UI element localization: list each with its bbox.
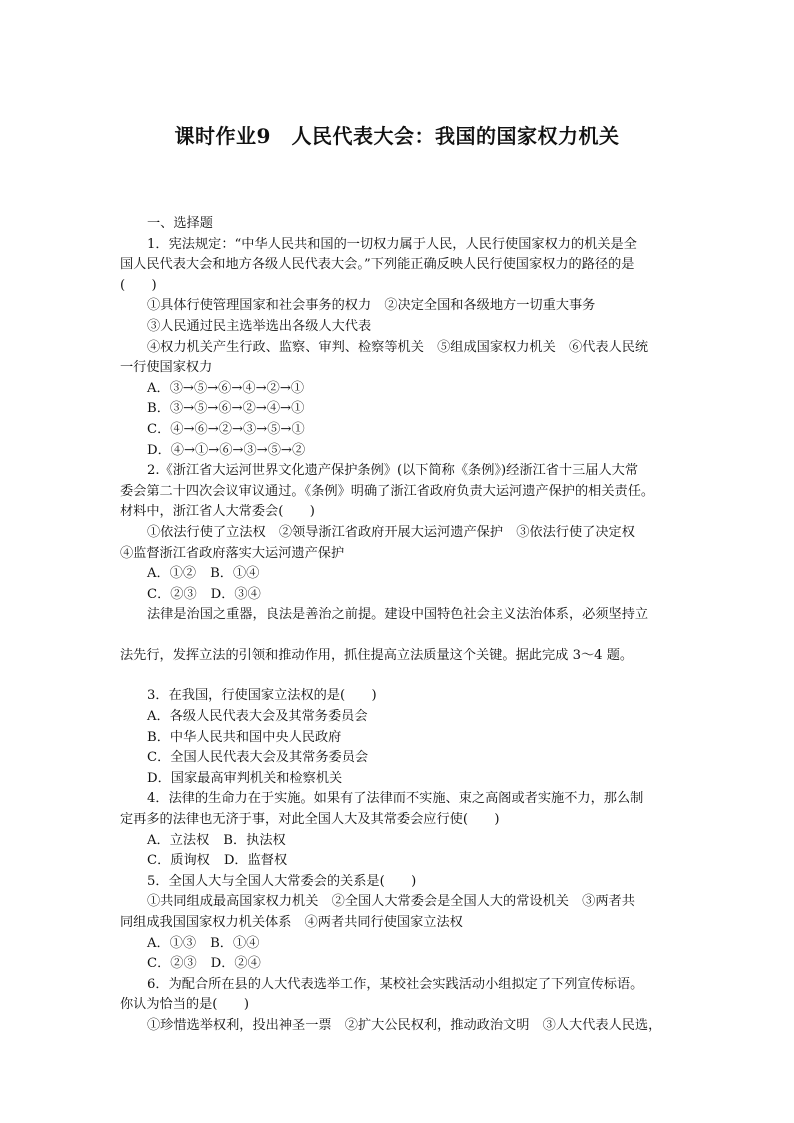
question-2-stem: 材料中，浙江省人大常委会( ) bbox=[120, 504, 315, 520]
question-3-option-a: A．各级人民代表大会及其常务委员会 bbox=[147, 709, 368, 725]
question-4-stem: 4．法律的生命力在于实施。如果有了法律而不实施、束之高阁或者实施不力，那么制 bbox=[147, 791, 644, 807]
question-6-stem: 你认为恰当的是( ) bbox=[120, 997, 249, 1013]
question-1-option-a: A．③→⑤→⑥→④→②→① bbox=[147, 380, 305, 396]
question-4-option-b: B．执法权 bbox=[223, 832, 286, 848]
question-2-item: ④监督浙江省政府落实大运河遗产保护 bbox=[120, 545, 345, 561]
question-6-item: ①珍惜选举权利，投出神圣一票 ②扩大公民权利，推动政治文明 ③人大代表人民选， bbox=[147, 1017, 662, 1033]
section-heading: 一、选择题 bbox=[147, 216, 213, 231]
question-5-options-row bbox=[120, 934, 680, 955]
question-4-options-row bbox=[120, 851, 680, 872]
question-3-stem: 3．在我国，行使国家立法权的是( ) bbox=[147, 688, 377, 704]
question-5-option-d: D．②④ bbox=[210, 956, 261, 972]
question-5-option-c: C．②③ bbox=[147, 956, 197, 972]
question-2-options-row bbox=[120, 585, 680, 606]
question-2-option-b: B．①④ bbox=[210, 566, 260, 582]
question-1-item: ③人民通过民主选举选出各级人大代表 bbox=[147, 318, 372, 334]
question-4-option-a: A．立法权 bbox=[147, 832, 210, 848]
question-1-item: ①具体行使管理国家和社会事务的权力 ②决定全国和各级地方一切重大事务 bbox=[147, 298, 596, 314]
question-1-item: ④权力机关产生行政、监察、审判、检察等机关 ⑤组成国家权力机关 ⑥代表人民统 bbox=[147, 339, 649, 355]
question-6-stem: 6．为配合所在县的人大代表选举工作，某校社会实践活动小组拟定了下列宣传标语。 bbox=[147, 976, 644, 992]
question-5-item: 同组成我国国家权力机关体系 ④两者共同行使国家立法权 bbox=[120, 915, 463, 930]
question-5-option-b: B．①④ bbox=[210, 935, 260, 951]
question-5-options-row bbox=[120, 954, 680, 975]
question-3-option-d: D．国家最高审判机关和检察机关 bbox=[147, 770, 343, 786]
question-1-option-c: C．④→⑥→②→③→⑤→① bbox=[147, 421, 305, 437]
question-1-stem: 1．宪法规定：“中华人民共和国的一切权力属于人民，人民行使国家权力的机关是全 bbox=[147, 236, 637, 252]
question-2-stem: 委会第二十四次会议审议通过。《条例》明确了浙江省政府负责大运河遗产保护的相关责任。 bbox=[120, 483, 655, 499]
question-4-option-d: D．监督权 bbox=[223, 853, 288, 869]
question-3-option-c: C．全国人民代表大会及其常务委员会 bbox=[147, 750, 369, 766]
question-1-item: 一行使国家权力 bbox=[120, 360, 213, 376]
material-text: 法律是治国之重器，良法是善治之前提。建设中国特色社会主义法治体系，必须坚持立 bbox=[147, 607, 649, 623]
question-5-option-a: A．①③ bbox=[147, 935, 197, 951]
question-5-item: ①共同组成最高国家权力机关 ②全国人大常委会是全国人大的常设机关 ③两者共 bbox=[147, 894, 635, 910]
question-5-stem: 5．全国人大与全国人大常委会的关系是( ) bbox=[147, 873, 417, 889]
question-4-option-c: C．质询权 bbox=[147, 853, 210, 869]
question-1-option-b: B．③→⑤→⑥→②→④→① bbox=[147, 401, 305, 417]
question-2-option-d: D．③④ bbox=[210, 586, 261, 602]
question-1-stem: ( ) bbox=[120, 277, 157, 293]
question-1-stem: 国人民代表大会和地方各级人民代表大会。”下列能正确反映人民行使国家权力的路径的是 bbox=[120, 257, 635, 273]
question-2-option-c: C．②③ bbox=[147, 586, 197, 602]
document-body bbox=[120, 214, 680, 1037]
question-4-options-row bbox=[120, 831, 680, 852]
question-4-stem: 定再多的法律也无济于事，对此全国人大及其常委会应行使( ) bbox=[120, 812, 500, 828]
question-1-option-d: D．④→①→⑥→③→⑤→② bbox=[147, 442, 306, 458]
material-text: 法先行，发挥立法的引领和推动作用，抓住提高立法质量这个关键。据此完成 3～4 题。 bbox=[120, 647, 634, 663]
question-2-options-row bbox=[120, 564, 680, 585]
question-3-option-b: B．中华人民共和国中央人民政府 bbox=[147, 729, 342, 745]
page-title: 课时作业9 人民代表大会：我国的国家权力机关 bbox=[174, 124, 620, 148]
question-2-item: ①依法行使了立法权 ②领导浙江省政府开展大运河遗产保护 ③依法行使了决定权 bbox=[147, 524, 635, 540]
question-2-stem: 2.《浙江省大运河世界文化遗产保护条例》(以下简称《条例》)经浙江省十三届人大常 bbox=[147, 463, 639, 479]
question-2-option-a: A．①② bbox=[147, 566, 197, 582]
